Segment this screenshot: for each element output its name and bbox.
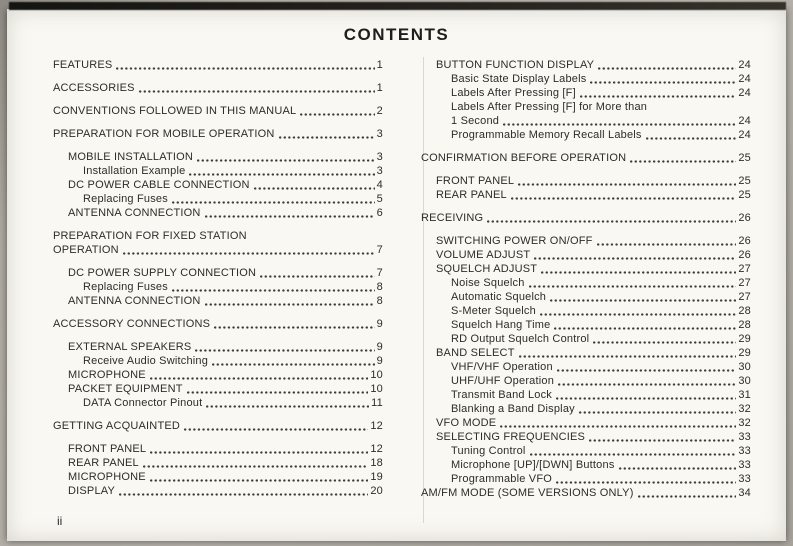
toc-entry-line (451, 128, 751, 142)
toc-entry (421, 262, 751, 276)
toc-entry (421, 388, 751, 402)
toc-entry-label: DC POWER SUPPLY CONNECTION (68, 267, 257, 279)
toc-entry-label: MICROPHONE (68, 369, 146, 381)
dotted-leader (150, 479, 369, 482)
toc-entry-label: RD Output Squelch Control (451, 333, 590, 345)
toc-entry-page-number: 18 (370, 457, 383, 469)
toc-entry-label: BAND SELECT (436, 347, 515, 359)
toc-entry (421, 486, 751, 500)
dotted-leader (638, 495, 737, 498)
toc-entry-label: SQUELCH ADJUST (436, 263, 538, 275)
dotted-leader (150, 451, 368, 454)
dotted-leader (187, 391, 369, 394)
dotted-leader (580, 95, 737, 98)
toc-entry-page-number: 24 (738, 115, 751, 127)
toc-entry-line (83, 192, 383, 206)
toc-entry (53, 419, 383, 433)
toc-entry-page-number: 9 (376, 355, 383, 367)
dotted-leader (646, 137, 737, 140)
dotted-leader (189, 173, 374, 176)
dotted-leader (554, 327, 736, 330)
toc-entry (53, 127, 383, 141)
toc-entry-page-number: 24 (738, 73, 751, 85)
toc-entry-page-number: 26 (738, 249, 751, 261)
dotted-leader (279, 136, 375, 139)
toc-entry (421, 128, 751, 142)
toc-entry-page-number: 30 (738, 375, 751, 387)
toc-entry-page-number: 9 (376, 318, 383, 330)
dotted-leader (116, 67, 374, 70)
dotted-leader (518, 183, 736, 186)
toc-entry (421, 318, 751, 332)
dotted-leader (205, 303, 375, 306)
toc-entry-label: 1 Second (451, 115, 500, 127)
dotted-leader (260, 275, 375, 278)
toc-entry-label: Basic State Display Labels (451, 73, 587, 85)
toc-entry (53, 382, 383, 396)
toc-entry (421, 416, 751, 430)
scan-crease-line (423, 57, 424, 523)
toc-entry-line (436, 416, 751, 430)
dotted-leader (579, 411, 737, 414)
toc-entry (421, 72, 751, 86)
toc-entry-label: ANTENNA CONNECTION (68, 295, 201, 307)
toc-entry (53, 150, 383, 164)
toc-entry-page-number: 25 (738, 152, 751, 164)
toc-entry (421, 360, 751, 374)
toc-entry-line (451, 318, 751, 332)
toc-entry-line (451, 458, 751, 472)
toc-entry-line (451, 72, 751, 86)
toc-entry-label: Programmable Memory Recall Labels (451, 129, 642, 141)
toc-entry-line (436, 234, 751, 248)
toc-entry-line (451, 276, 751, 290)
dotted-leader (589, 439, 736, 442)
toc-entry-label: DATA Connector Pinout (83, 397, 203, 409)
toc-entry (53, 456, 383, 470)
toc-entry-line (436, 248, 751, 262)
toc-entry-line (68, 442, 383, 456)
toc-entry-label: CONVENTIONS FOLLOWED IN THIS MANUAL (53, 105, 297, 117)
dotted-leader (119, 493, 368, 496)
toc-entry-label: Programmable VFO (451, 473, 553, 485)
toc-entry (53, 368, 383, 382)
toc-entry-label: Automatic Squelch (451, 291, 547, 303)
toc-entry-label: Blanking a Band Display (451, 403, 575, 415)
toc-entry-page-number: 10 (370, 383, 383, 395)
toc-entry-label: BUTTON FUNCTION DISPLAY (436, 59, 595, 71)
toc-entry-label: Installation Example (83, 165, 186, 177)
toc-entry-page-number: 3 (376, 128, 383, 140)
toc-entry-label: S-Meter Squelch (451, 305, 536, 317)
toc-entry-page-number: 2 (376, 105, 383, 117)
toc-entry-line (451, 388, 751, 402)
toc-entry-label: VHF/VHF Operation (451, 361, 553, 373)
toc-entry-line (68, 470, 383, 484)
dotted-leader (590, 81, 736, 84)
dotted-leader (556, 397, 736, 400)
dotted-leader (500, 425, 736, 428)
manual-contents-page (7, 9, 786, 541)
toc-entry (53, 178, 383, 192)
dotted-leader (511, 197, 736, 200)
toc-entry-page-number: 24 (738, 129, 751, 141)
toc-entry-page-number: 19 (370, 471, 383, 483)
toc-entry-line (436, 188, 751, 202)
toc-entry-page-number: 20 (370, 485, 383, 497)
toc-entry-line (68, 178, 383, 192)
toc-entry (53, 206, 383, 220)
toc-entry-line (421, 486, 751, 500)
toc-entry-page-number: 8 (376, 295, 383, 307)
toc-entry-line (83, 280, 383, 294)
toc-entry (53, 266, 383, 280)
dotted-leader (184, 428, 368, 431)
toc-entry (421, 100, 751, 128)
toc-entry-page-number: 26 (738, 212, 751, 224)
toc-entry-line (53, 81, 383, 95)
dotted-leader (139, 90, 375, 93)
toc-entry-page-number: 31 (738, 389, 751, 401)
toc-entry-page-number: 33 (738, 445, 751, 457)
toc-entry-page-number: 1 (376, 82, 383, 94)
toc-entry-label: Transmit Band Lock (451, 389, 553, 401)
toc-entry-label: REAR PANEL (68, 457, 139, 469)
toc-entry-label: DISPLAY (68, 485, 116, 497)
toc-entry-label: DC POWER CABLE CONNECTION (68, 179, 250, 191)
toc-entry-line (436, 430, 751, 444)
toc-entry-line (451, 114, 751, 128)
toc-entry-label: ACCESSORIES (53, 82, 135, 94)
toc-entry-label: FRONT PANEL (436, 175, 515, 187)
toc-entry-label: FRONT PANEL (68, 443, 147, 455)
toc-entry-line (68, 294, 383, 308)
toc-entry-line (68, 382, 383, 396)
dotted-leader (534, 257, 736, 260)
toc-entry (53, 470, 383, 484)
toc-entry-page-number: 34 (738, 487, 751, 499)
toc-entry-label: OPERATION (53, 244, 119, 256)
toc-entry-label: Replacing Fuses (83, 281, 168, 293)
toc-entry-label: UHF/UHF Operation (451, 375, 555, 387)
toc-entry-line (53, 243, 383, 257)
toc-entry-label: VOLUME ADJUST (436, 249, 531, 261)
toc-entry-page-number: 32 (738, 417, 751, 429)
toc-entry-page-number: 5 (376, 193, 383, 205)
toc-entry-page-number: 7 (376, 267, 383, 279)
toc-entry-page-number: 6 (376, 207, 383, 219)
toc-entry-page-number: 30 (738, 361, 751, 373)
toc-entry-line (68, 484, 383, 498)
dotted-leader (214, 326, 374, 329)
toc-entry (53, 442, 383, 456)
toc-entry-line (83, 396, 383, 410)
scan-edge-shadow (9, 2, 786, 10)
toc-entry-line (68, 368, 383, 382)
toc-entry-label: PACKET EQUIPMENT (68, 383, 183, 395)
toc-entry-line (68, 206, 383, 220)
toc-entry-line (436, 58, 751, 72)
dotted-leader (123, 252, 375, 255)
toc-entry (421, 234, 751, 248)
toc-entry-page-number: 7 (376, 244, 383, 256)
dotted-leader (300, 113, 374, 116)
toc-entry-line (68, 150, 383, 164)
toc-entry-page-number: 12 (370, 443, 383, 455)
dotted-leader (529, 285, 737, 288)
toc-entry-line (53, 317, 383, 331)
toc-entry-page-number: 25 (738, 189, 751, 201)
toc-entry-line (436, 174, 751, 188)
toc-entry (421, 472, 751, 486)
toc-entry-page-number: 24 (738, 87, 751, 99)
dotted-leader (619, 467, 737, 470)
dotted-leader (197, 159, 375, 162)
toc-entry-label: PREPARATION FOR MOBILE OPERATION (53, 128, 275, 140)
dotted-leader (254, 187, 375, 190)
toc-entry-label: Squelch Hang Time (451, 319, 551, 331)
dotted-leader (212, 363, 375, 366)
toc-entry-label: ANTENNA CONNECTION (68, 207, 201, 219)
toc-entry (53, 396, 383, 410)
toc-entry (53, 164, 383, 178)
dotted-leader (519, 355, 737, 358)
toc-entry-label: REAR PANEL (436, 189, 507, 201)
toc-entry (53, 340, 383, 354)
dotted-leader (556, 481, 736, 484)
toc-entry-line (68, 266, 383, 280)
toc-entry-line (421, 211, 751, 225)
toc-entry-line (83, 354, 383, 368)
toc-entry-page-number: 29 (738, 347, 751, 359)
toc-entry-page-number: 1 (376, 59, 383, 71)
page-title: CONTENTS (343, 25, 450, 44)
toc-entry (421, 248, 751, 262)
toc-entry (421, 211, 751, 225)
toc-entry-page-number: 26 (738, 235, 751, 247)
toc-entry (53, 229, 383, 257)
toc-entry-line (451, 332, 751, 346)
toc-entry-label: Microphone [UP]/[DWN] Buttons (451, 459, 615, 471)
toc-entry-page-number: 8 (376, 281, 383, 293)
toc-entry-page-number: 24 (738, 59, 751, 71)
toc-entry (421, 58, 751, 72)
dotted-leader (550, 299, 736, 302)
toc-entry-line (421, 151, 751, 165)
toc-entry-label: Replacing Fuses (83, 193, 168, 205)
dotted-leader (541, 271, 736, 274)
toc-column-left (53, 58, 383, 500)
toc-entry-line (53, 104, 383, 118)
toc-entry (421, 402, 751, 416)
toc-entry-page-number: 28 (738, 319, 751, 331)
toc-entry-page-number: 3 (376, 151, 383, 163)
toc-entry (53, 81, 383, 95)
toc-columns (53, 58, 762, 500)
toc-entry-label: FEATURES (53, 59, 113, 71)
toc-entry-label: ACCESSORY CONNECTIONS (53, 318, 211, 330)
toc-entry-line (53, 58, 383, 72)
dotted-leader (558, 383, 736, 386)
toc-entry-line (451, 290, 751, 304)
toc-entry-page-number: 33 (738, 473, 751, 485)
toc-entry-label: Receive Audio Switching (83, 355, 209, 367)
toc-entry (421, 444, 751, 458)
dotted-leader (593, 341, 736, 344)
toc-entry (421, 458, 751, 472)
toc-entry-page-number: 12 (370, 420, 383, 432)
dotted-leader (530, 453, 737, 456)
toc-entry-line (83, 164, 383, 178)
toc-entry-label: MOBILE INSTALLATION (68, 151, 194, 163)
dotted-leader (143, 465, 368, 468)
toc-entry-line (451, 86, 751, 100)
dotted-leader (150, 377, 369, 380)
toc-entry-page-number: 3 (376, 165, 383, 177)
toc-entry-line (436, 262, 751, 276)
toc-entry-label: EXTERNAL SPEAKERS (68, 341, 192, 353)
dotted-leader (487, 220, 736, 223)
toc-entry-page-number: 25 (738, 175, 751, 187)
dotted-leader (172, 201, 375, 204)
toc-entry-page-number: 33 (738, 431, 751, 443)
toc-entry-page-number: 9 (376, 341, 383, 353)
toc-entry-page-number: 33 (738, 459, 751, 471)
toc-entry (421, 374, 751, 388)
toc-entry (421, 86, 751, 100)
toc-entry-label: Noise Squelch (451, 277, 525, 289)
toc-entry-page-number: 27 (738, 277, 751, 289)
toc-entry-page-number: 4 (376, 179, 383, 191)
toc-entry-label: PREPARATION FOR FIXED STATION (53, 230, 247, 242)
toc-entry (421, 346, 751, 360)
toc-entry-line (68, 456, 383, 470)
toc-entry-line (451, 444, 751, 458)
toc-entry-label: SELECTING FREQUENCIES (436, 431, 586, 443)
toc-entry-label: AM/FM MODE (SOME VERSIONS ONLY) (421, 487, 634, 499)
toc-entry-label: Labels After Pressing [F] for More than (451, 101, 648, 113)
dotted-leader (503, 123, 736, 126)
dotted-leader (597, 243, 737, 246)
dotted-leader (598, 67, 736, 70)
toc-entry-label: GETTING ACQUAINTED (53, 420, 181, 432)
toc-entry-line (436, 346, 751, 360)
toc-column-right (421, 58, 751, 500)
toc-entry-label: VFO MODE (436, 417, 497, 429)
toc-entry-label: SWITCHING POWER ON/OFF (436, 235, 593, 247)
dotted-leader (557, 369, 737, 372)
toc-entry-page-number: 32 (738, 403, 751, 415)
toc-entry-line (451, 304, 751, 318)
toc-entry-label: MICROPHONE (68, 471, 146, 483)
toc-entry (421, 276, 751, 290)
dotted-leader (195, 349, 374, 352)
page-number: ii (57, 514, 63, 528)
toc-entry (421, 430, 751, 444)
dotted-leader (206, 405, 369, 408)
toc-entry (421, 151, 751, 165)
toc-entry-line (451, 472, 751, 486)
toc-entry (421, 188, 751, 202)
toc-entry-page-number: 11 (371, 397, 383, 409)
toc-entry-page-number: 10 (370, 369, 383, 381)
toc-entry (421, 290, 751, 304)
dotted-leader (172, 289, 375, 292)
toc-entry-line (68, 340, 383, 354)
toc-entry (421, 174, 751, 188)
dotted-leader (540, 313, 736, 316)
toc-entry-line (53, 127, 383, 141)
toc-entry-label: Tuning Control (451, 445, 526, 457)
toc-entry (53, 354, 383, 368)
toc-entry (53, 58, 383, 72)
toc-entry (53, 294, 383, 308)
dotted-leader (205, 215, 375, 218)
dotted-leader (630, 160, 736, 163)
toc-entry-line (451, 360, 751, 374)
toc-entry (421, 304, 751, 318)
toc-entry-label: RECEIVING (421, 212, 484, 224)
toc-entry (421, 332, 751, 346)
toc-entry-label: Labels After Pressing [F] (451, 87, 576, 99)
toc-entry-label: CONFIRMATION BEFORE OPERATION (421, 152, 627, 164)
toc-entry-line (451, 402, 751, 416)
toc-entry (53, 484, 383, 498)
toc-entry-line (451, 374, 751, 388)
toc-entry-page-number: 28 (738, 305, 751, 317)
toc-entry-page-number: 27 (738, 291, 751, 303)
toc-entry (53, 104, 383, 118)
toc-entry-page-number: 27 (738, 263, 751, 275)
toc-entry (53, 317, 383, 331)
toc-entry (53, 280, 383, 294)
toc-entry-line (53, 419, 383, 433)
toc-entry-page-number: 29 (738, 333, 751, 345)
toc-entry (53, 192, 383, 206)
